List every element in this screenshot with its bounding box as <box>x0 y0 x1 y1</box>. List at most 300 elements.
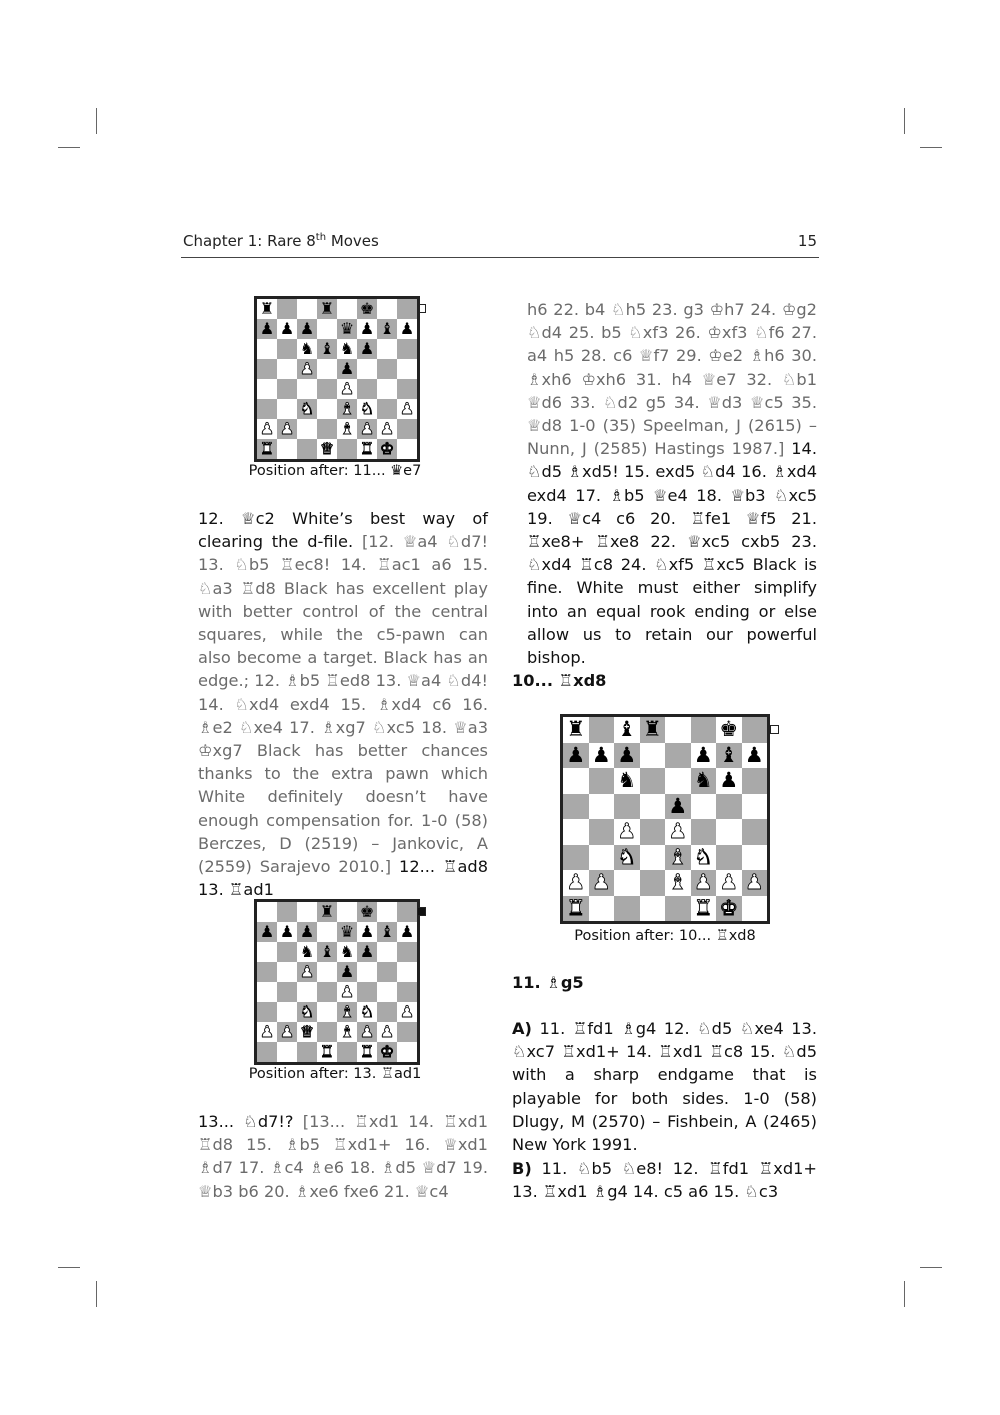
board-square <box>317 1022 337 1042</box>
board-square <box>563 743 589 769</box>
board-square <box>357 1042 377 1062</box>
board-square <box>317 922 337 942</box>
board-square <box>297 419 317 439</box>
white-bishop-icon: ♝ <box>339 399 355 418</box>
black-bishop-icon: ♝ <box>379 922 395 941</box>
board-square <box>317 902 337 922</box>
move-heading-11: 11. ♗g5 <box>512 973 584 992</box>
board-square <box>563 717 589 743</box>
side-to-move-indicator-1 <box>417 304 426 313</box>
board-square <box>640 717 666 743</box>
board-square <box>337 439 357 459</box>
board-square <box>317 942 337 962</box>
black-rook-icon: ♜ <box>319 902 335 921</box>
board-square <box>716 717 742 743</box>
black-pawn-icon: ♟ <box>339 962 355 981</box>
board-square <box>614 845 640 871</box>
board-square <box>665 870 691 896</box>
board-square <box>257 1042 277 1062</box>
white-knight-icon: ♞ <box>359 1002 375 1021</box>
board-square <box>317 299 337 319</box>
board-square <box>297 339 317 359</box>
board-square <box>297 1002 317 1022</box>
board-square <box>357 902 377 922</box>
black-pawn-icon: ♟ <box>359 339 375 358</box>
board-square <box>277 942 297 962</box>
board-square <box>257 359 277 379</box>
board-square <box>297 982 317 1002</box>
board-square <box>716 870 742 896</box>
board-square <box>257 942 277 962</box>
white-pawn-icon: ♟ <box>299 359 315 378</box>
board-square <box>297 359 317 379</box>
board-square <box>691 819 717 845</box>
board-square <box>357 319 377 339</box>
white-pawn-icon: ♟ <box>399 399 415 418</box>
white-knight-icon: ♞ <box>617 844 637 869</box>
black-pawn-icon: ♟ <box>259 922 275 941</box>
board-square <box>357 1022 377 1042</box>
board-square <box>277 379 297 399</box>
black-pawn-icon: ♟ <box>359 319 375 338</box>
diagram-caption-1: Position after: 11... ♛e7 <box>248 463 422 479</box>
board-square <box>337 902 357 922</box>
white-king-icon: ♚ <box>379 1042 395 1061</box>
white-pawn-icon: ♟ <box>744 870 764 895</box>
board-square <box>691 794 717 820</box>
board-square <box>337 962 357 982</box>
board-square <box>665 819 691 845</box>
crop-mark-top-right-h <box>920 147 942 148</box>
board-square <box>397 1022 417 1042</box>
board-square <box>742 896 768 922</box>
white-pawn-icon: ♟ <box>566 870 586 895</box>
white-queen-icon: ♛ <box>299 1022 315 1041</box>
board-square <box>317 339 337 359</box>
move-heading-10: 10... ♖xd8 <box>512 671 607 690</box>
white-pawn-icon: ♟ <box>591 870 611 895</box>
board-square <box>377 399 397 419</box>
board-square <box>257 399 277 419</box>
board-square <box>377 942 397 962</box>
board-square <box>397 439 417 459</box>
board-square <box>297 439 317 459</box>
black-pawn-icon: ♟ <box>299 319 315 338</box>
board-square <box>691 845 717 871</box>
board-square <box>297 1022 317 1042</box>
board-square <box>397 962 417 982</box>
board-square <box>640 845 666 871</box>
board-square <box>716 845 742 871</box>
board-square <box>614 870 640 896</box>
board-square <box>277 962 297 982</box>
white-pawn-icon: ♟ <box>339 379 355 398</box>
white-knight-icon: ♞ <box>693 844 713 869</box>
board-square <box>640 768 666 794</box>
white-rook-icon: ♜ <box>359 1042 375 1061</box>
black-bishop-icon: ♝ <box>617 717 637 742</box>
board-square <box>257 922 277 942</box>
main-line-text: 12... ♖ad8 13. ♖ad1 <box>198 857 488 900</box>
board-square <box>377 339 397 359</box>
board-square <box>716 819 742 845</box>
crop-mark-top-right-v <box>904 108 905 134</box>
black-pawn-icon: ♟ <box>744 742 764 767</box>
black-pawn-icon: ♟ <box>279 319 295 338</box>
black-pawn-icon: ♟ <box>299 922 315 941</box>
black-rook-icon: ♜ <box>319 299 335 318</box>
board-square <box>297 319 317 339</box>
board-square <box>277 1022 297 1042</box>
board-square <box>377 902 397 922</box>
board-square <box>397 982 417 1002</box>
line-b-text: 11. ♘b5 ♘e8! 12. ♖fd1 ♖xd1+ 13. ♖xd1 ♗g4 14. c5 a6 15. ♘c3 <box>512 1159 817 1202</box>
white-pawn-icon: ♟ <box>719 870 739 895</box>
board-square <box>257 1022 277 1042</box>
board-square <box>277 982 297 1002</box>
line-a-text: 11. ♖fd1 ♗g4 12. ♘d5 ♘xe4 13. ♘xc7 ♖xd1+ 14. ♖xd1 ♖c8 15. ♘d5 with a sharp endgame that is playable for both sides. 1-0 (58) Dlugy, M (2570) – Fishbein, A (2465) New York 1991. <box>512 1019 817 1155</box>
white-bishop-icon: ♝ <box>668 844 688 869</box>
board-square <box>257 982 277 1002</box>
black-pawn-icon: ♟ <box>719 768 739 793</box>
line-b <box>512 1157 817 1203</box>
board-square <box>691 768 717 794</box>
white-bishop-icon: ♝ <box>339 419 355 438</box>
black-pawn-icon: ♟ <box>591 742 611 767</box>
board-square <box>716 896 742 922</box>
board-square <box>337 1002 357 1022</box>
black-pawn-icon: ♟ <box>359 922 375 941</box>
white-knight-icon: ♞ <box>299 399 315 418</box>
board-square <box>337 319 357 339</box>
black-pawn-icon: ♟ <box>399 319 415 338</box>
black-king-icon: ♚ <box>719 717 739 742</box>
board-square <box>397 922 417 942</box>
board-square <box>377 1042 397 1062</box>
board-square <box>691 896 717 922</box>
board-square <box>337 419 357 439</box>
board-square <box>297 962 317 982</box>
variation-text: h6 22. b4 ♘h5 23. g3 ♔h7 24. ♔g2 ♘d4 25. b5 ♘xf3 26. ♔xf3 ♘f6 27. a4 h5 28. c6 ♕f7 29. ♔e2 ♗h6 30. ♗xh6 ♔xh6 31. h4 ♕e7 32. ♘b1 ♕d6 33. ♘d2 g5 34. ♕d3 ♕c5 35. ♕d8 1-0 (35) Speelman, J (2615) – Nunn, J (2585) Hastings 1987.] <box>527 300 817 459</box>
board-square <box>257 439 277 459</box>
board-square <box>640 870 666 896</box>
black-king-icon: ♚ <box>359 299 375 318</box>
board-square <box>665 743 691 769</box>
board-square <box>317 982 337 1002</box>
white-pawn-icon: ♟ <box>617 819 637 844</box>
diagram-caption-2: Position after: 13. ♖ad1 <box>248 1066 422 1082</box>
board-square <box>589 743 615 769</box>
board-square <box>337 942 357 962</box>
board-square <box>377 1022 397 1042</box>
board-square <box>297 1042 317 1062</box>
black-pawn-icon: ♟ <box>668 793 688 818</box>
white-pawn-icon: ♟ <box>279 419 295 438</box>
black-pawn-icon: ♟ <box>359 942 375 961</box>
board-square <box>297 299 317 319</box>
board-square <box>377 1002 397 1022</box>
board-square <box>277 1042 297 1062</box>
black-knight-icon: ♞ <box>617 768 637 793</box>
board-square <box>317 399 337 419</box>
board-square <box>742 743 768 769</box>
white-bishop-icon: ♝ <box>668 870 688 895</box>
board-square <box>691 870 717 896</box>
board-square <box>377 439 397 459</box>
board-square <box>377 359 397 379</box>
board-square <box>337 339 357 359</box>
black-bishop-icon: ♝ <box>719 742 739 767</box>
board-square <box>397 299 417 319</box>
black-bishop-icon: ♝ <box>319 339 335 358</box>
board-square <box>357 379 377 399</box>
board-square <box>277 399 297 419</box>
board-square <box>614 768 640 794</box>
board-square <box>277 299 297 319</box>
board-square <box>297 399 317 419</box>
board-square <box>397 1042 417 1062</box>
board-square <box>742 870 768 896</box>
main-line-text: 14. ♘d5 ♗xd5! 15. exd5 ♘d4 16. ♗xd4 exd4 17. ♗b5 ♕e4 18. ♕b3 ♘xc5 19. ♕c4 c6 20. ♖fe1 ♕f5 21. ♖xe8+ ♖xe8 22. ♕xc5 cxb5 23. ♘xd4 ♖c8 24. ♘xf5 ♖xc5 Black is fine. White must either simplify into an equal rook ending or else allow us to retain our powerful bishop. <box>527 439 817 668</box>
board-square <box>277 439 297 459</box>
board-square <box>397 1002 417 1022</box>
board-square <box>589 870 615 896</box>
board-square <box>377 922 397 942</box>
black-pawn-icon: ♟ <box>617 742 637 767</box>
white-bishop-icon: ♝ <box>339 1002 355 1021</box>
board-square <box>397 319 417 339</box>
board-square <box>297 922 317 942</box>
board-square <box>357 339 377 359</box>
board-square <box>742 768 768 794</box>
white-king-icon: ♚ <box>719 895 739 920</box>
board-square <box>397 339 417 359</box>
black-knight-icon: ♞ <box>299 942 315 961</box>
black-knight-icon: ♞ <box>693 768 713 793</box>
board-square <box>614 896 640 922</box>
board-square <box>337 399 357 419</box>
board-square <box>665 717 691 743</box>
variation-text: [13... ♖xd1 14. ♖xd1 ♖d8 15. ♗b5 ♖xd1+ 16. ♕xd1 ♗d7 17. ♗c4 ♗e6 18. ♗d5 ♕d7 19. ♕b3 b6 20. ♗xe6 fxe6 21. ♕c4 <box>198 1112 488 1201</box>
board-square <box>257 962 277 982</box>
white-knight-icon: ♞ <box>299 1002 315 1021</box>
black-rook-icon: ♜ <box>259 299 275 318</box>
board-square <box>563 896 589 922</box>
white-pawn-icon: ♟ <box>279 1022 295 1041</box>
board-square <box>716 794 742 820</box>
board-square <box>257 339 277 359</box>
white-pawn-icon: ♟ <box>339 982 355 1001</box>
board-square <box>589 845 615 871</box>
board-square <box>277 922 297 942</box>
black-king-icon: ♚ <box>359 902 375 921</box>
left-column-text-2 <box>198 1110 488 1203</box>
board-square <box>257 902 277 922</box>
board-square <box>665 896 691 922</box>
board-square <box>563 819 589 845</box>
white-pawn-icon: ♟ <box>379 419 395 438</box>
white-rook-icon: ♜ <box>259 439 275 458</box>
board-square <box>397 379 417 399</box>
board-square <box>377 379 397 399</box>
white-rook-icon: ♜ <box>359 439 375 458</box>
black-knight-icon: ♞ <box>339 339 355 358</box>
board-square <box>377 319 397 339</box>
white-pawn-icon: ♟ <box>359 419 375 438</box>
white-rook-icon: ♜ <box>319 1042 335 1061</box>
running-header <box>181 231 819 258</box>
board-square <box>337 359 357 379</box>
board-square <box>716 768 742 794</box>
crop-mark-bottom-left-h <box>58 1267 80 1268</box>
board-square <box>397 902 417 922</box>
board-square <box>614 717 640 743</box>
board-square <box>589 794 615 820</box>
white-pawn-icon: ♟ <box>359 1022 375 1041</box>
board-square <box>377 419 397 439</box>
main-line-text: 12. ♕c2 White’s best way of clearing the d-file. <box>198 509 488 552</box>
board-square <box>614 794 640 820</box>
black-pawn-icon: ♟ <box>399 922 415 941</box>
side-to-move-indicator-3 <box>770 725 779 734</box>
board-square <box>337 922 357 942</box>
board-square <box>357 439 377 459</box>
white-pawn-icon: ♟ <box>259 419 275 438</box>
board-square <box>317 359 337 379</box>
board-square <box>277 359 297 379</box>
board-square <box>277 902 297 922</box>
board-square <box>589 819 615 845</box>
black-pawn-icon: ♟ <box>279 922 295 941</box>
board-square <box>337 299 357 319</box>
white-knight-icon: ♞ <box>359 399 375 418</box>
board-square <box>257 319 277 339</box>
chess-diagram-2 <box>254 899 420 1065</box>
crop-mark-bottom-right-v <box>904 1281 905 1307</box>
board-square <box>397 359 417 379</box>
board-square <box>589 768 615 794</box>
diagram-caption-3: Position after: 10... ♖xd8 <box>574 928 756 944</box>
board-square <box>397 399 417 419</box>
board-square <box>337 379 357 399</box>
white-pawn-icon: ♟ <box>668 819 688 844</box>
white-pawn-icon: ♟ <box>259 1022 275 1041</box>
board-square <box>277 419 297 439</box>
black-bishop-icon: ♝ <box>319 942 335 961</box>
variation-text: [12. ♕a4 ♘d7! 13. ♘b5 ♖ec8! 14. ♖ac1 a6 15. ♘a3 ♖d8 Black has excellent play with better control of the central squares, while the c5-pawn can also become a target. Black has an edge.; 12. ♗b5 ♖ed8 13. ♕a4 ♘d4! 14. ♘xd4 exd4 15. ♗xd4 c6 16. ♗e2 ♘xe4 17. ♗xg7 ♘xc5 18. ♕a3 ♔xg7 Black has better chances thanks to the extra pawn which White definitely doesn’t have enough compensation for. 1-0 (58) Berczes, D (2519) – Jankovic, A (2559) Sarajevo 2010.] <box>198 532 488 877</box>
board-square <box>317 962 337 982</box>
board-square <box>357 299 377 319</box>
board-square <box>691 743 717 769</box>
white-queen-icon: ♛ <box>319 439 335 458</box>
board-square <box>742 845 768 871</box>
board-square <box>337 1042 357 1062</box>
board-square <box>563 870 589 896</box>
board-square <box>257 419 277 439</box>
black-rook-icon: ♜ <box>566 717 586 742</box>
board-square <box>297 942 317 962</box>
board-square <box>357 1002 377 1022</box>
board-square <box>640 896 666 922</box>
board-square <box>317 419 337 439</box>
board-square <box>589 896 615 922</box>
black-pawn-icon: ♟ <box>259 319 275 338</box>
board-square <box>640 794 666 820</box>
white-pawn-icon: ♟ <box>299 962 315 981</box>
board-square <box>337 1022 357 1042</box>
chapter-title: Chapter 1: Rare 8th Moves <box>183 232 379 250</box>
line-a-label: A) <box>512 1019 532 1038</box>
board-square <box>277 319 297 339</box>
main-line-text: 13... ♘d7!? <box>198 1112 303 1131</box>
board-square <box>317 319 337 339</box>
black-bishop-icon: ♝ <box>379 319 395 338</box>
board-square <box>640 743 666 769</box>
board-square <box>357 359 377 379</box>
board-square <box>397 419 417 439</box>
line-b-label: B) <box>512 1159 532 1178</box>
board-square <box>377 962 397 982</box>
chess-diagram-3 <box>560 714 770 924</box>
right-column-text-1 <box>527 298 817 669</box>
black-queen-icon: ♛ <box>339 922 355 941</box>
board-square <box>317 379 337 399</box>
crop-mark-top-left-v <box>96 108 97 134</box>
crop-mark-top-left-h <box>58 147 80 148</box>
black-knight-icon: ♞ <box>299 339 315 358</box>
crop-mark-bottom-right-h <box>920 1267 942 1268</box>
board-square <box>317 1002 337 1022</box>
board-square <box>317 1042 337 1062</box>
board-square <box>716 743 742 769</box>
board-square <box>277 1002 297 1022</box>
black-queen-icon: ♛ <box>339 319 355 338</box>
board-square <box>297 902 317 922</box>
board-square <box>317 439 337 459</box>
black-rook-icon: ♜ <box>642 717 662 742</box>
board-square <box>589 717 615 743</box>
board-square <box>614 743 640 769</box>
side-to-move-indicator-2 <box>417 907 426 916</box>
black-pawn-icon: ♟ <box>693 742 713 767</box>
board-square <box>377 982 397 1002</box>
white-rook-icon: ♜ <box>693 895 713 920</box>
board-square <box>665 794 691 820</box>
white-pawn-icon: ♟ <box>693 870 713 895</box>
board-square <box>640 819 666 845</box>
black-pawn-icon: ♟ <box>566 742 586 767</box>
board-square <box>277 339 297 359</box>
board-square <box>257 1002 277 1022</box>
board-square <box>563 794 589 820</box>
board-square <box>297 379 317 399</box>
board-square <box>357 982 377 1002</box>
white-king-icon: ♚ <box>379 439 395 458</box>
board-square <box>691 717 717 743</box>
board-square <box>563 845 589 871</box>
board-square <box>397 942 417 962</box>
board-square <box>563 768 589 794</box>
board-square <box>357 399 377 419</box>
board-square <box>377 299 397 319</box>
page-number: 15 <box>797 232 817 250</box>
board-square <box>614 819 640 845</box>
white-pawn-icon: ♟ <box>379 1022 395 1041</box>
board-square <box>665 768 691 794</box>
board-square <box>742 794 768 820</box>
left-column-text-1 <box>198 507 488 901</box>
white-rook-icon: ♜ <box>566 895 586 920</box>
